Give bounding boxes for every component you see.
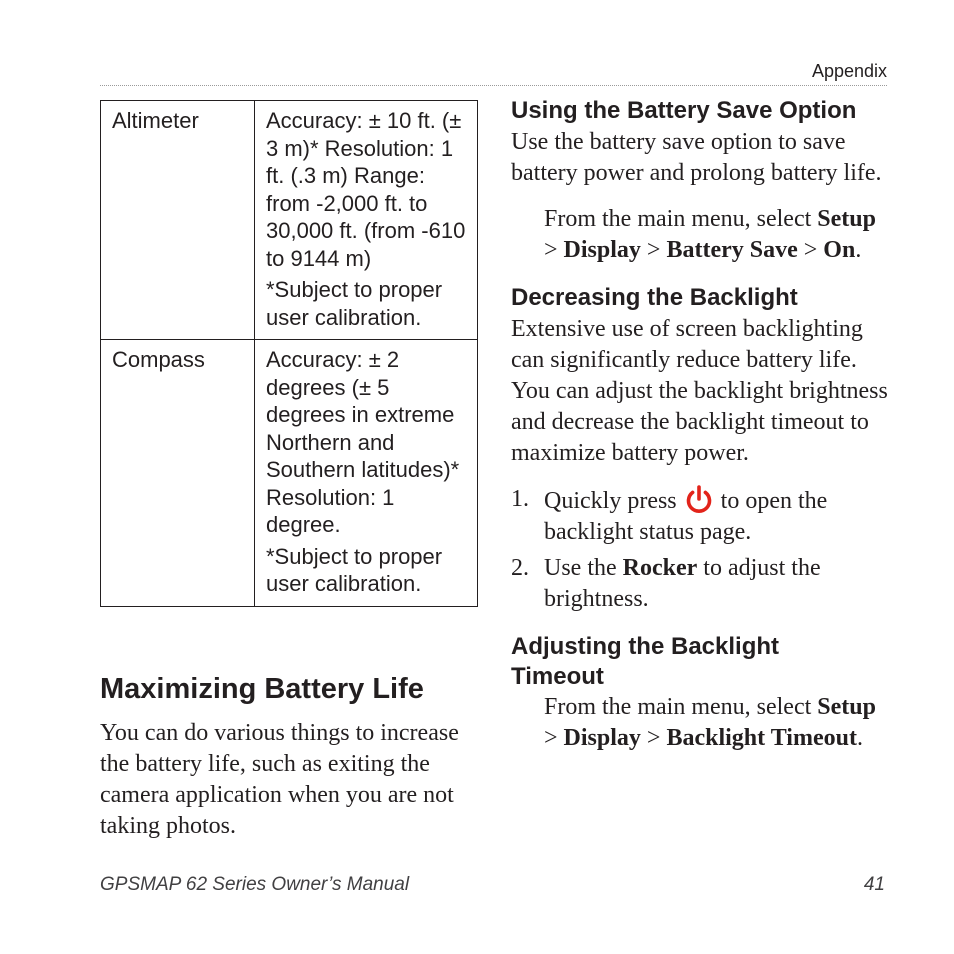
menu-path-backlight-timeout: Backlight Timeout	[666, 725, 857, 751]
spec-value-cell	[255, 101, 478, 340]
timeout-heading-line1: Adjusting the Backlight	[511, 633, 780, 660]
timeout-instruction	[544, 692, 889, 754]
battery-save-instruction	[544, 204, 889, 266]
sentence-end: .	[855, 237, 862, 263]
rocker-label: Rocker	[622, 555, 698, 581]
step-number: 1.	[511, 486, 529, 512]
spec-name-cell: Compass	[101, 340, 255, 607]
step-text	[544, 553, 889, 615]
timeout-heading-line2: Timeout	[511, 663, 604, 690]
battery-save-body: Use the battery save option to save battery power and prolong battery life.	[511, 129, 882, 186]
path-separator: >	[544, 725, 564, 751]
spec-value-text: Accuracy: ± 2 degrees (± 5 degrees in extreme Northern and Southern latitudes)* Resolution: 1 degree.	[266, 347, 460, 537]
step-number: 2.	[511, 555, 529, 581]
spec-value-cell	[255, 340, 478, 607]
path-separator: >	[640, 237, 667, 263]
running-header-section: Appendix	[811, 61, 887, 81]
section-body-text: You can do various things to increase the battery life, such as exiting the camera application when you are not taking photos.	[100, 720, 459, 839]
instruction-prefix: From the main menu, select	[544, 694, 818, 720]
path-separator: >	[797, 237, 824, 263]
menu-path-setup: Setup	[817, 694, 876, 720]
sensor-specs-table	[100, 100, 478, 607]
step-text-after: to open the backlight status page.	[544, 488, 828, 545]
battery-save-heading: Using the Battery Save Option	[511, 97, 857, 124]
section-title: Maximizing Battery Life	[100, 673, 424, 705]
spec-footnote-text: *Subject to proper user calibration.	[266, 277, 443, 330]
step-text-before: Quickly press	[544, 488, 683, 514]
timeout-heading	[511, 632, 891, 692]
header-divider	[100, 85, 887, 86]
spec-footnote-text: *Subject to proper user calibration.	[266, 543, 443, 596]
spec-value-text: Accuracy: ± 10 ft. (± 3 m)* Resolution: 1 ft. (.3 m) Range: from -2,000 ft. to 30,000 ft. (from -610 to 9144 m)	[266, 108, 466, 271]
backlight-body: Extensive use of screen backlighting can significantly reduce battery life. You can adjust the backlight brightness and decrease the backlight timeout to maximize battery power.	[511, 316, 888, 466]
path-separator: >	[640, 725, 667, 751]
instruction-prefix: From the main menu, select	[544, 206, 818, 232]
page-number: 41	[863, 874, 885, 895]
list-item	[511, 553, 889, 615]
step-text	[544, 484, 889, 548]
menu-path-setup: Setup	[817, 206, 876, 232]
footer-manual-title: GPSMAP 62 Series Owner’s Manual	[100, 874, 410, 895]
backlight-heading: Decreasing the Backlight	[511, 284, 798, 311]
power-icon	[683, 484, 715, 516]
spec-name-cell: Altimeter	[101, 101, 255, 340]
menu-path-on: On	[823, 237, 856, 263]
menu-path-battery-save: Battery Save	[666, 237, 798, 263]
table-row	[101, 101, 478, 340]
table-row	[101, 340, 478, 607]
path-separator: >	[544, 237, 564, 263]
sentence-end: .	[856, 725, 863, 751]
list-item	[511, 484, 889, 546]
step-text-after: to adjust the brightness.	[544, 555, 821, 612]
step-text-before: Use the	[544, 555, 623, 581]
menu-path-display: Display	[563, 237, 641, 263]
menu-path-display: Display	[563, 725, 641, 751]
